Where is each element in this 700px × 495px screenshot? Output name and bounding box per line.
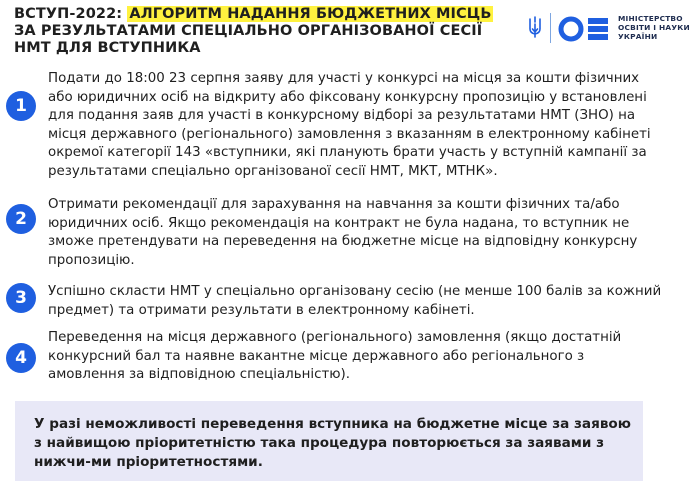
note-text: У разі неможливості переведення вступника на бюджетне місце за заявою з найвищою пріоритетністю така процедура повторюється за заявами з нижчи-ми пріоритетностями. [34,416,631,470]
ministry-name [618,14,698,41]
step-number-badge: 1 [6,91,36,121]
page-title [14,6,514,57]
step-number-badge: 3 [6,283,36,313]
step-number-badge: 4 [6,343,36,373]
logo-divider [550,13,551,43]
ministry-logo [526,13,696,49]
step-number-badge: 2 [6,204,36,234]
ministry-line-2: ОСВІТИ І НАУКИ [618,23,690,32]
ministry-logo-icon [558,15,610,43]
title-rest: ЗА РЕЗУЛЬТАТАМИ СПЕЦІАЛЬНО ОРГАНІЗОВАНОЇ СЕСІЇ НМТ ДЛЯ ВСТУПНИКА [14,23,483,56]
ministry-line-1: МІНІСТЕРСТВО [618,14,683,23]
note-box [15,401,643,481]
step-text: Успішно скласти НМТ у спеціально організовану сесію (не менше 100 балів за кожний предмет) та отримати результати в електронному кабінеті. [48,284,662,318]
step-text: Переведення на місця державного (регіонального) замовлення (якщо достатній конкурсний бал та наявне вакантне місце державного або регіонального з амовлення за відповідною спеціальністю). [48,330,622,382]
ministry-line-3: УКРАЇНИ [618,32,658,41]
trident-icon [528,16,542,38]
step-text: Подати до 18:00 23 серпня заяву для участі у конкурсі на місця за кошти фізичних або юридичних осіб на відкриту або фіксовану конкурсну пропозицію у встановлені для подання заяв для участі в конкурсному відборі за результатами НМТ (ЗНО) на місця державного (регіонального) замовлення з вказанням в електронному кабінеті окремої категорії 143 «вступники, які планують брати участь у вступній кампанії за результатами спеціально організованої сесії НМТ, МКТ, МТНК». [48,71,651,179]
title-highlight: АЛГОРИТМ НАДАННЯ БЮДЖЕТНИХ МІСЦЬ [129,6,492,22]
title-prefix: ВСТУП-2022: [14,6,128,22]
step-text: Отримати рекомендації для зарахування на навчання за кошти фізичних та/або юридичних осіб. Якщо рекомендація на контракт не була надана, то вступник не зможе претендувати на переведення на бюджетне місце на відповідну конкурсну пропозицію. [48,197,638,268]
